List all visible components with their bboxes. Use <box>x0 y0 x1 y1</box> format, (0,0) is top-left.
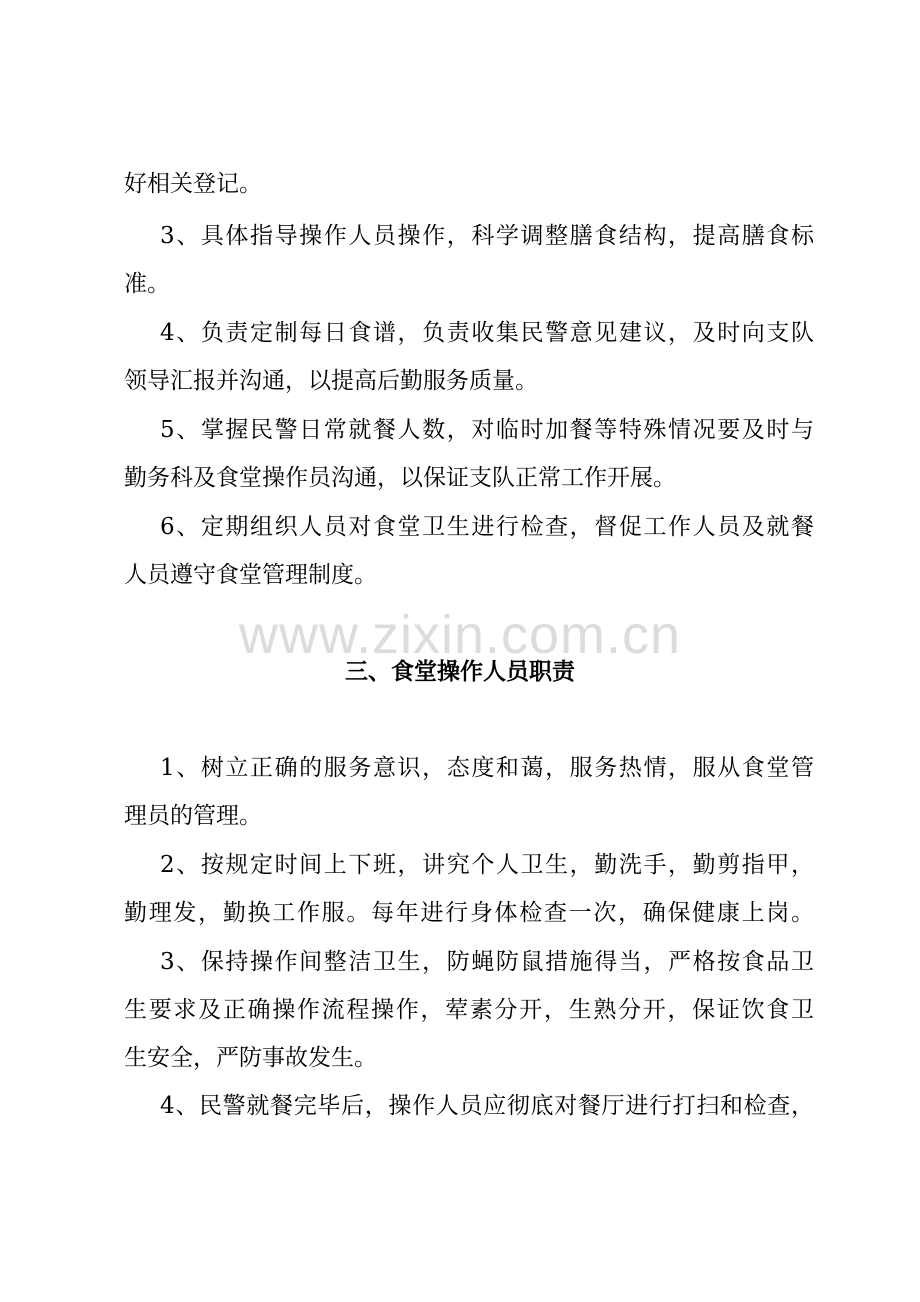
paragraph-line: 生安全，严防事故发生。 <box>124 1045 377 1071</box>
paragraph-line: 人员遵守食堂管理制度。 <box>124 562 377 588</box>
paragraph-line: 勤务科及食堂操作员沟通，以保证支队正常工作开展。 <box>124 465 676 491</box>
paragraph-line: 5、掌握民警日常就餐人数，对临时加餐等特殊情况要及时与 <box>160 417 814 443</box>
paragraph-line: 3、保持操作间整洁卫生，防蝇防鼠措施得当，严格按食品卫 <box>160 949 814 975</box>
paragraph-line: 6、定期组织人员对食堂卫生进行检查，督促工作人员及就餐 <box>160 514 814 540</box>
paragraph-line: 领导汇报并沟通，以提高后勤服务质量。 <box>124 368 538 394</box>
paragraph-line: 1、树立正确的服务意识，态度和蔼，服务热情，服从食堂管 <box>160 755 814 781</box>
watermark: www.zixin.com.cn <box>238 605 682 665</box>
paragraph-line: 勤理发，勤换工作服。每年进行身体检查一次，确保健康上岗。 <box>124 900 814 926</box>
paragraph-line: 4、民警就餐完毕后，操作人员应彻底对餐厅进行打扫和检查， <box>160 1093 814 1119</box>
section-heading: 三、食堂操作人员职责 <box>345 659 575 685</box>
paragraph-line: 理员的管理。 <box>124 803 262 829</box>
paragraph-line: 2、按规定时间上下班，讲究个人卫生，勤洗手，勤剪指甲， <box>160 852 814 878</box>
paragraph-line: 4、负责定制每日食谱，负责收集民警意见建议，及时向支队 <box>160 320 814 346</box>
paragraph-line: 好相关登记。 <box>124 171 262 197</box>
paragraph-line: 生要求及正确操作流程操作，荤素分开，生熟分开，保证饮食卫 <box>124 997 814 1023</box>
paragraph-line: 准。 <box>124 271 170 297</box>
paragraph-line: 3、具体指导操作人员操作，科学调整膳食结构，提高膳食标 <box>160 223 814 249</box>
